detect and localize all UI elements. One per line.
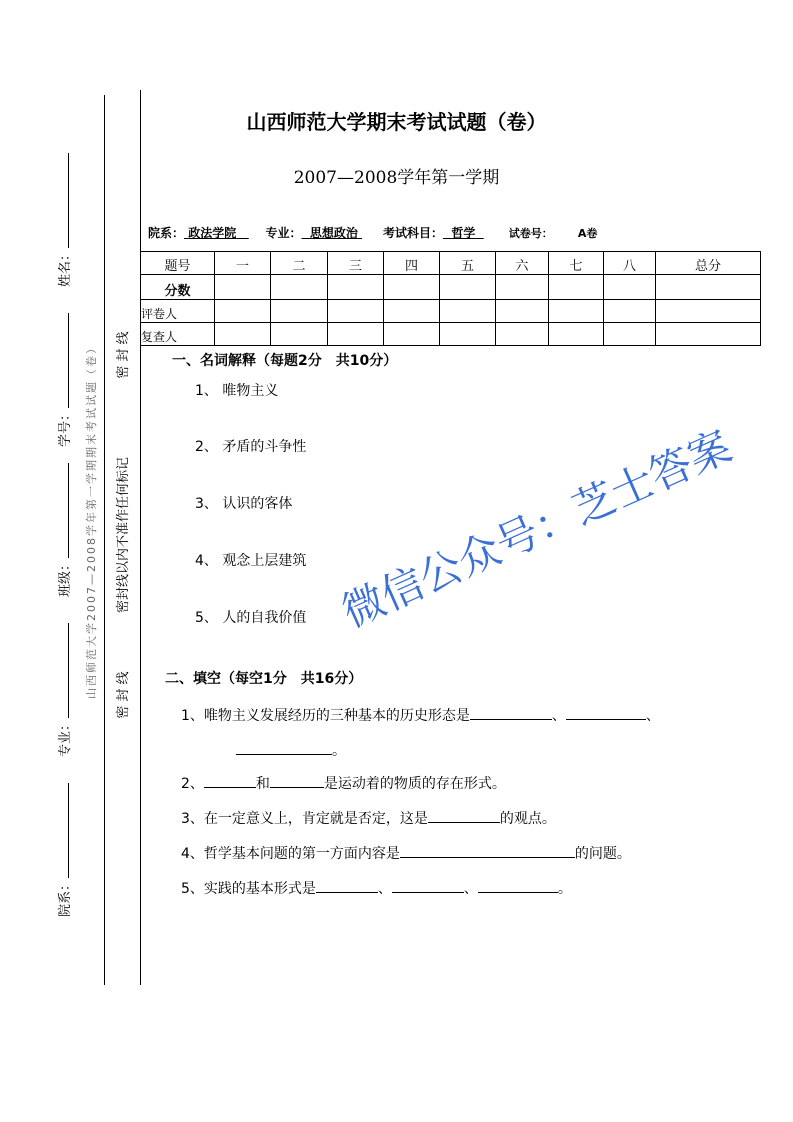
row-label-reviewer: 复查人 — [141, 323, 215, 346]
major-field[interactable] — [54, 620, 73, 760]
name-label: 姓名： — [58, 248, 73, 288]
answer-blank[interactable] — [566, 705, 646, 720]
class-label: 班级： — [58, 558, 73, 598]
table-header: 题号 — [141, 252, 215, 275]
exam-info-line — [148, 224, 597, 241]
row-label-score: 分数 — [141, 275, 215, 300]
exam-term: 2007—2008学年第一学期 — [293, 168, 500, 188]
seal-line-bottom: 密 封 线 — [116, 671, 131, 719]
fill-question-5: 5、实践的基本形式是 、 、 。 — [181, 878, 572, 898]
student-id-label: 学号： — [58, 408, 73, 448]
fill-question-3: 3、在一定意义上，肯定就是否定，这是 的观点。 — [181, 808, 556, 828]
paper-info-label: 试卷号： — [508, 227, 553, 240]
table-header-row — [141, 252, 761, 275]
table-header: 总分 — [656, 252, 761, 275]
answer-blank[interactable] — [316, 878, 378, 893]
fill-question-4: 4、哲学基本问题的第一方面内容是 的问题。 — [181, 843, 631, 863]
margin-line — [104, 95, 105, 985]
fill-question-1-cont: 。 — [236, 740, 346, 760]
table-row — [141, 275, 761, 300]
answer-blank[interactable] — [392, 878, 464, 893]
dept-info-value: 政法学院 — [188, 226, 237, 240]
section1-title: 一、名词解释（每题2分 共10分） — [172, 353, 398, 369]
watermark: 微信公众号：芝士答案 — [334, 421, 739, 637]
table-row — [141, 323, 761, 346]
answer-blank[interactable] — [204, 773, 256, 788]
section1-item: 4、 观念上层建筑 — [195, 553, 307, 569]
answer-blank[interactable] — [478, 878, 558, 893]
table-header: 六 — [496, 252, 549, 275]
table-header: 七 — [549, 252, 604, 275]
score-table — [140, 251, 761, 346]
seal-line-top: 密 封 线 — [116, 331, 131, 379]
answer-blank[interactable] — [270, 773, 324, 788]
answer-blank[interactable] — [236, 740, 332, 755]
section1-item: 5、 人的自我价值 — [195, 610, 307, 626]
dept-field[interactable] — [54, 780, 73, 920]
dept-info-label: 院系： — [148, 226, 185, 240]
table-header: 二 — [271, 252, 328, 275]
row-label-grader: 评卷人 — [141, 300, 215, 323]
section1-item: 2、 矛盾的斗争性 — [195, 439, 307, 455]
paper-info-value: A卷 — [577, 227, 598, 240]
table-header: 一 — [215, 252, 271, 275]
table-header: 八 — [604, 252, 656, 275]
seal-line-notice: 密封线以内不准作任何标记 — [116, 457, 131, 614]
dept-label: 院系： — [58, 878, 73, 918]
faint-margin-title: 山西师范大学2007—2008学年第一学期期末考试试题（卷） — [85, 341, 98, 699]
fill-question-2: 2、 和 是运动着的物质的存在形式。 — [181, 773, 506, 793]
section2-title: 二、填空（每空1分 共16分） — [165, 671, 363, 687]
class-field[interactable] — [54, 460, 73, 600]
subject-info-label: 考试科目： — [382, 226, 443, 240]
margin-line — [140, 90, 141, 985]
table-header: 五 — [440, 252, 496, 275]
major-info-value: 思想政治 — [309, 226, 358, 240]
fill-question-1: 1、唯物主义发展经历的三种基本的历史形态是 、 、 — [181, 705, 660, 725]
answer-blank[interactable] — [470, 705, 552, 720]
section1-item: 3、 认识的客体 — [195, 496, 293, 512]
table-header: 四 — [384, 252, 440, 275]
table-row — [141, 300, 761, 323]
major-info-label: 专业： — [265, 226, 302, 240]
student-id-field[interactable] — [54, 310, 73, 450]
major-label: 专业： — [58, 718, 73, 758]
answer-blank[interactable] — [400, 843, 575, 858]
subject-info-value: 哲学 — [451, 226, 476, 240]
section1-item: 1、 唯物主义 — [195, 383, 279, 399]
answer-blank[interactable] — [428, 808, 500, 823]
table-header: 三 — [328, 252, 384, 275]
exam-title: 山西师范大学期末考试试题（卷） — [246, 110, 547, 134]
